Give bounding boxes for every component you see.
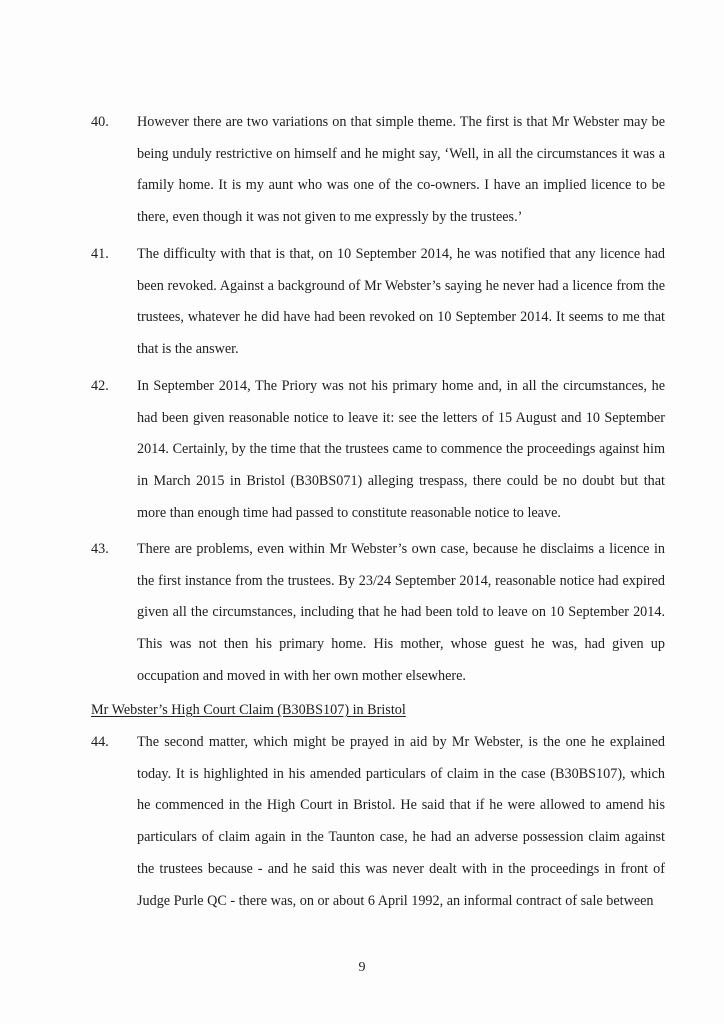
paragraph-number: 41. — [91, 246, 109, 262]
paragraph-text: However there are two variations on that simple theme. The first is that Mr Webster may be being unduly restrictive on himself and he might say, ‘Well, in all the circumstances it was a family home. It is my aunt who was one of the co-owners. I have an implied licence to be there, even though it was not given to me expressly by the trustees.’ — [137, 114, 665, 226]
paragraph-number: 44. — [91, 734, 109, 750]
paragraph-text: The second matter, which might be prayed in aid by Mr Webster, is the one he explained today. It is highlighted in his amended particulars of claim in the case (B30BS107), which he commenced in the High Court in Bristol. He said that if he were allowed to amend his particulars of claim again in the Taunton case, he had an adverse possession claim against the trustees because - and he said this was never dealt with in the proceedings in front of Judge Purle QC - there was, on or about 6 April 1992, an informal contract of sale between — [137, 734, 665, 909]
paragraph-number: 42. — [91, 378, 109, 394]
section-heading: Mr Webster’s High Court Claim (B30BS107) in Bristol — [91, 702, 406, 718]
paragraph-text: The difficulty with that is that, on 10 September 2014, he was notified that any licence had been revoked. Against a background of Mr Webster’s saying he never had a licence from the trustees, whatever he did have had been revoked on 10 September 2014. It seems to me that that is the answer. — [137, 246, 665, 358]
paragraph-text: There are problems, even within Mr Webster’s own case, because he disclaims a licence in the first instance from the trustees. By 23/24 September 2014, reasonable notice had expired given all the circumstances, including that he had been told to leave on 10 September 2014. This was not then his primary home. His mother, whose guest he was, had given up occupation and moved in with her own mother elsewhere. — [137, 541, 665, 684]
paragraph-text: In September 2014, The Priory was not his primary home and, in all the circumstances, he had been given reasonable notice to leave it: see the letters of 15 August and 10 September 2014. Certainly, by the time that the trustees came to commence the proceedings against him in March 2015 in Bristol (B30BS071) alleging trespass, there could be no doubt but that more than enough time had passed to constitute reasonable notice to leave. — [137, 378, 665, 521]
paragraph-number: 43. — [91, 541, 109, 557]
paragraph-number: 40. — [91, 114, 109, 130]
page-number: 9 — [358, 960, 366, 975]
